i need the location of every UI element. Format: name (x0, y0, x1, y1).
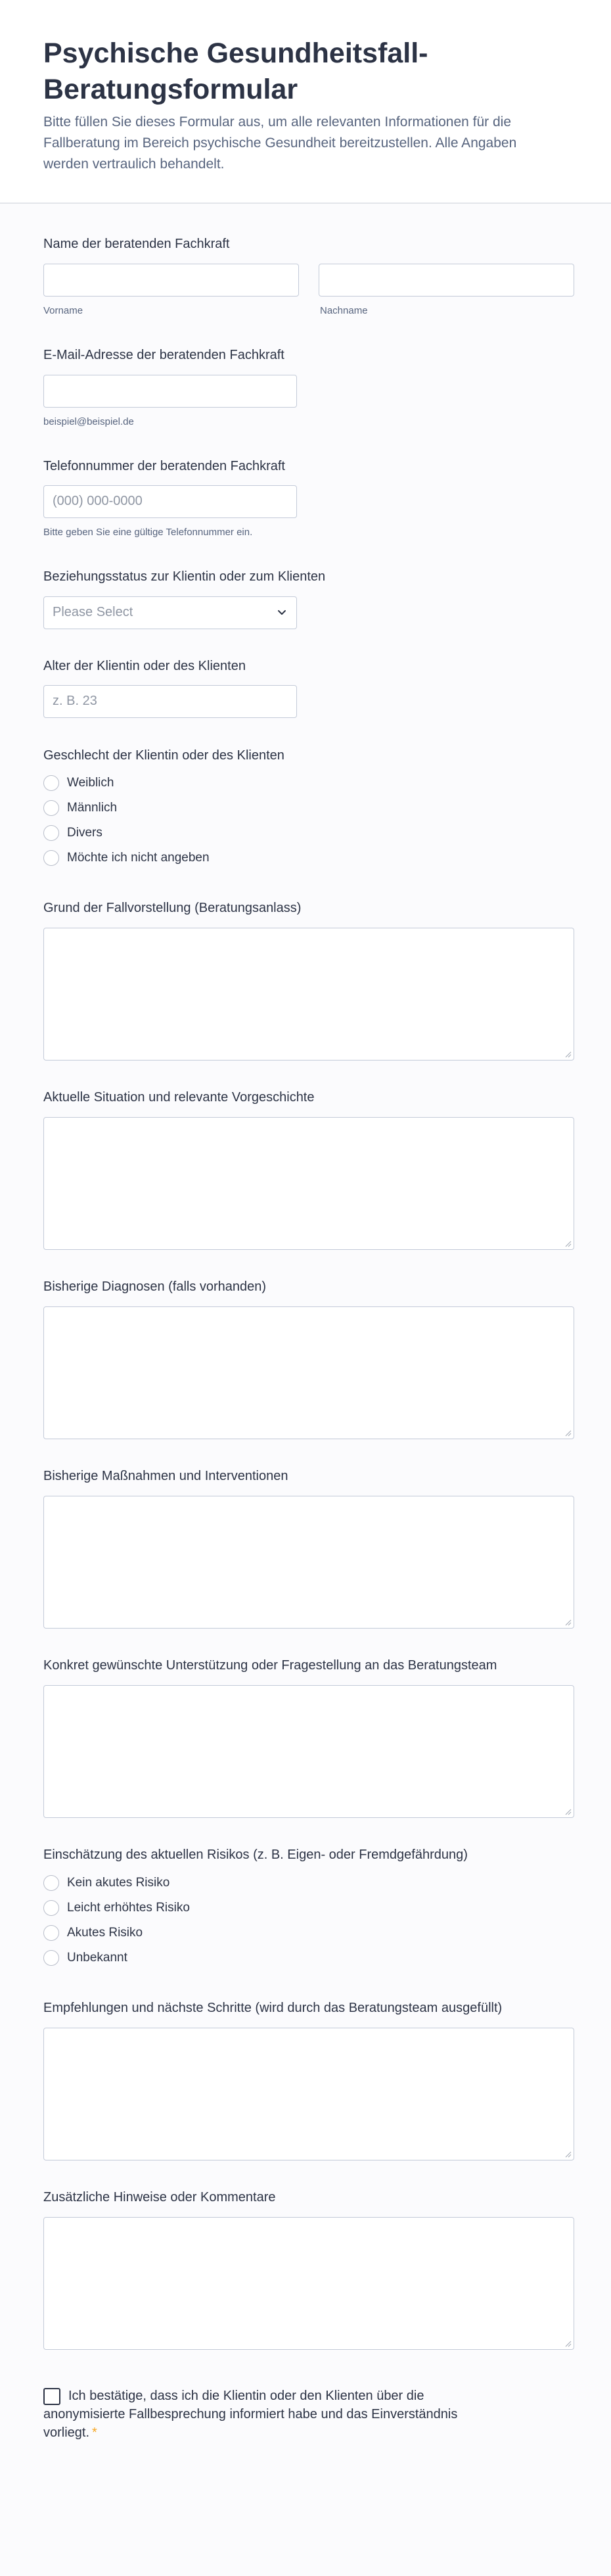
email-sublabel: beispiel@beispiel.de (43, 416, 134, 427)
required-asterisk: * (92, 2425, 97, 2440)
radio-label: Möchte ich nicht angeben (67, 851, 210, 865)
radio-label: Akutes Risiko (67, 1926, 143, 1940)
radio-button[interactable] (43, 825, 59, 841)
resize-grip-icon[interactable] (564, 2339, 572, 2347)
situation-label: Aktuelle Situation und relevante Vorgeschichte (43, 1090, 315, 1105)
notes-label: Zusätzliche Hinweise oder Kommentare (43, 2190, 276, 2205)
last-name-sublabel: Nachname (320, 305, 368, 316)
situation-textarea[interactable] (43, 1117, 574, 1250)
phone-sublabel: Bitte geben Sie eine gültige Telefonnummer ein. (43, 527, 253, 538)
gender-option-no-answer[interactable] (43, 849, 210, 867)
name-label: Name der beratenden Fachkraft (43, 237, 230, 251)
gender-option-male[interactable] (43, 799, 117, 817)
reason-textarea[interactable] (43, 928, 574, 1061)
first-name-input[interactable] (43, 264, 299, 297)
risk-option-none[interactable] (43, 1874, 170, 1892)
email-label: E-Mail-Adresse der beratenden Fachkraft (43, 348, 284, 362)
resize-grip-icon[interactable] (564, 1429, 572, 1437)
support-label: Konkret gewünschte Unterstützung oder Fragestellung an das Beratungsteam (43, 1658, 497, 1673)
resize-grip-icon[interactable] (564, 1239, 572, 1247)
gender-option-female[interactable] (43, 774, 114, 792)
radio-button[interactable] (43, 850, 59, 866)
resize-grip-icon[interactable] (564, 1807, 572, 1815)
recommendations-textarea[interactable] (43, 2028, 574, 2160)
radio-button[interactable] (43, 800, 59, 816)
resize-grip-icon[interactable] (564, 1618, 572, 1626)
form-title: Psychische Gesundheitsfall-Beratungsformular (43, 37, 428, 105)
risk-option-acute[interactable] (43, 1924, 143, 1942)
radio-label: Kein akutes Risiko (67, 1876, 170, 1890)
radio-label: Männlich (67, 801, 118, 815)
risk-label: Einschätzung des aktuellen Risikos (z. B. Eigen- oder Fremdgefährdung) (43, 1848, 468, 1862)
radio-button[interactable] (43, 1950, 59, 1966)
recommendations-label: Empfehlungen und nächste Schritte (wird durch das Beratungsteam ausgefüllt) (43, 2001, 503, 2015)
form-header (0, 0, 611, 175)
notes-textarea[interactable] (43, 2217, 574, 2350)
relationship-label: Beziehungsstatus zur Klientin oder zum Klienten (43, 569, 326, 584)
radio-label: Weiblich (67, 776, 114, 790)
relationship-selected-value: Please Select (53, 605, 133, 619)
reason-label: Grund der Fallvorstellung (Beratungsanlass) (43, 901, 302, 915)
support-textarea[interactable] (43, 1685, 574, 1818)
phone-input[interactable]: (000) 000-0000 (43, 485, 297, 518)
relationship-select[interactable] (43, 596, 297, 629)
form-subtitle: Bitte füllen Sie dieses Formular aus, um alle relevanten Informationen für die Fallberatung im Bereich psychische Gesundheit bereitzustellen. Alle Angaben werden vertraulich behandelt. (43, 114, 517, 172)
first-name-sublabel: Vorname (43, 305, 83, 316)
age-input[interactable]: z. B. 23 (43, 685, 297, 718)
gender-label: Geschlecht der Klientin oder des Klienten (43, 748, 284, 763)
consent-text: Ich bestätige, dass ich die Klientin oder den Klienten über die anonymisierte Fallbesprechung informiert habe und das Einverständnis vorliegt. (43, 2389, 458, 2440)
resize-grip-icon[interactable] (564, 2150, 572, 2158)
diagnoses-textarea[interactable] (43, 1306, 574, 1439)
radio-button[interactable] (43, 775, 59, 791)
gender-option-diverse[interactable] (43, 824, 102, 842)
last-name-input[interactable] (319, 264, 574, 297)
measures-label: Bisherige Maßnahmen und Interventionen (43, 1469, 288, 1483)
radio-label: Leicht erhöhtes Risiko (67, 1901, 190, 1915)
consent-label (43, 2387, 503, 2442)
chevron-down-icon (275, 606, 288, 619)
resize-grip-icon[interactable] (564, 1050, 572, 1058)
diagnoses-label: Bisherige Diagnosen (falls vorhanden) (43, 1279, 267, 1294)
risk-option-unknown[interactable] (43, 1949, 127, 1967)
radio-button[interactable] (43, 1925, 59, 1941)
phone-label: Telefonnummer der beratenden Fachkraft (43, 459, 285, 473)
radio-label: Divers (67, 826, 102, 840)
age-label: Alter der Klientin oder des Klienten (43, 659, 246, 673)
radio-button[interactable] (43, 1900, 59, 1916)
measures-textarea[interactable] (43, 1496, 574, 1629)
radio-button[interactable] (43, 1875, 59, 1891)
risk-option-slight[interactable] (43, 1899, 190, 1917)
radio-label: Unbekannt (67, 1951, 127, 1965)
email-input[interactable] (43, 375, 297, 408)
